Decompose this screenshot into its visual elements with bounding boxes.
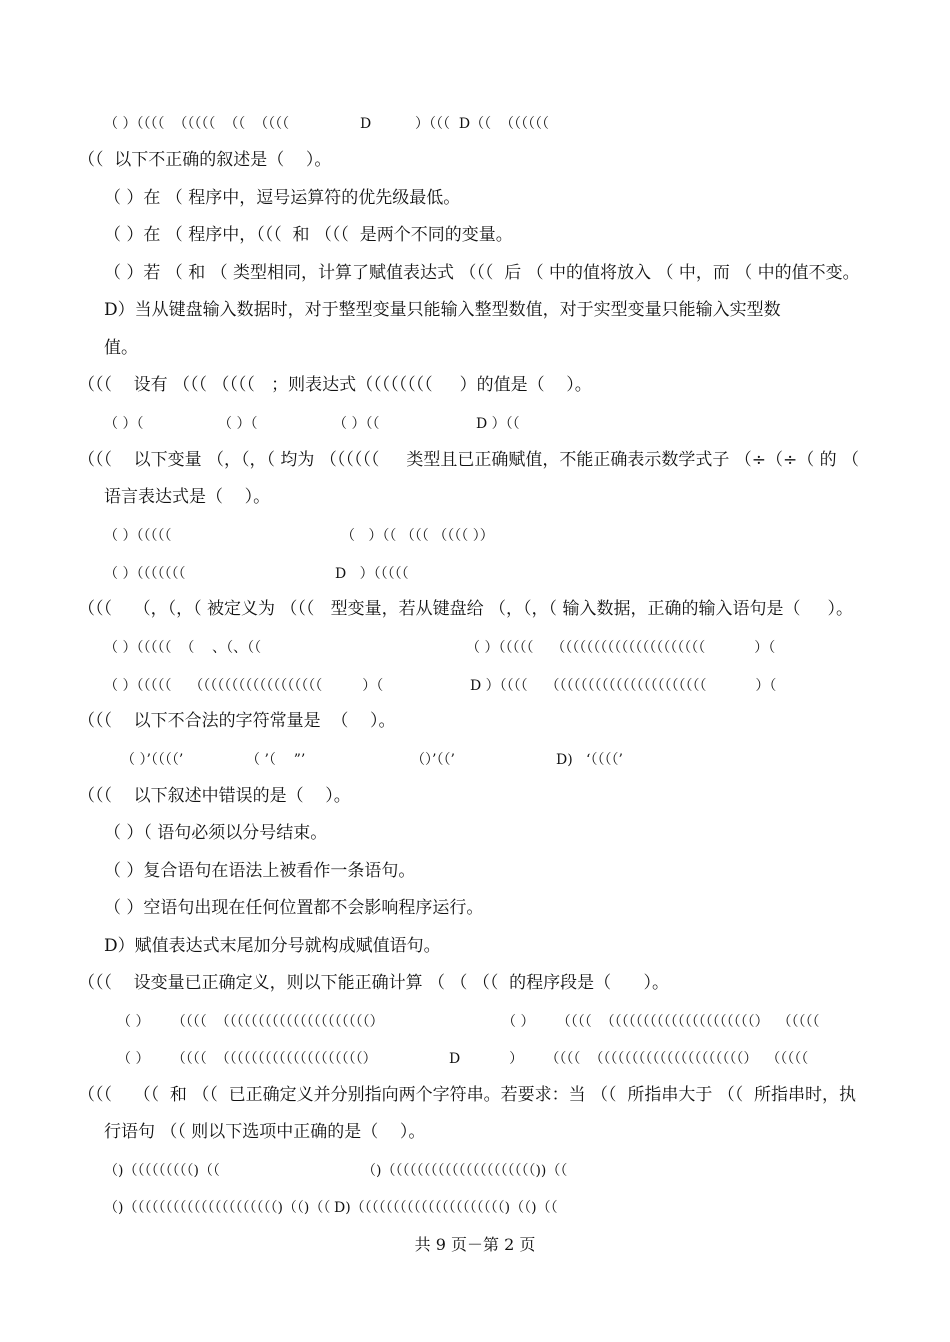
question-stem: （（（ 设变量已正确定义，则以下能正确计算 （ （ （（ 的程序段是（ ）。 <box>78 973 670 993</box>
option-c: （ ）（（（（（（（ <box>104 566 186 582</box>
option-d: D ）（（ <box>476 416 520 432</box>
question-stem-cont: 语言表达式是（ ）。 <box>104 487 271 507</box>
option-d: D)（（（（（（（（（（（（（（（（（（（（（)（（)（（ <box>334 1200 558 1216</box>
option-c: （ ）（（ <box>333 416 380 432</box>
option-c: （ ）（（（（（ （（（（（（（（（（（（（（（（（（ ）（ <box>104 678 384 694</box>
option-c: （ ）空语句出现在任何位置都不会影响程序运行。 <box>104 898 484 918</box>
question-stem: （（（ 以下变量 （，（，（ 均为 （（（（（（ 类型且已正确赋值，不能正确表示数学式子 （÷（÷（ 的 （ <box>78 450 860 470</box>
option-c: （）’（（’ <box>411 752 455 768</box>
page-footer: 共 9 页－第 2 页 <box>414 1235 536 1254</box>
option-d: D) ‘（（（（’ <box>556 752 623 768</box>
option-c: （ ） （（（（ （（（（（（（（（（（（（（（（（（（（） <box>117 1051 377 1067</box>
option-a: （ ）在 （ 程序中，逗号运算符的优先级最低。 <box>104 188 461 208</box>
question-stem: （（（ 以下不合法的字符常量是 （ ）。 <box>78 711 396 731</box>
option-d-text: ）（（（ D（（ （（（（（（ <box>415 116 550 132</box>
question-stem: （（（ （（ 和 （（ 已正确定义并分别指向两个字符串。若要求：当 （（ 所指串大于 （（ 所指串时，执 <box>78 1085 857 1105</box>
option-a: （ ）（（（（（ （ 、（、（（ <box>104 640 262 656</box>
option-d: D）赋值表达式末尾加分号就构成赋值语句。 <box>104 936 441 956</box>
option-a: （ ）（ 语句必须以分号结束。 <box>104 823 328 843</box>
option-a: （)（（（（（（（（（)（（ <box>104 1163 220 1179</box>
option-b: （ ） （（（（ （（（（（（（（（（（（（（（（（（（（（） （（（（（ <box>502 1014 820 1030</box>
option-b: （ ）复合语句在语法上被看作一条语句。 <box>104 861 416 881</box>
question-stem: （（（ 设有 （（（ （（（（ ；则表达式（（（（（（（（ ）的值是（ ）。 <box>78 375 592 395</box>
option-a: （ ）’（（（（’ <box>121 752 184 768</box>
question-stem-cont: 行语句 （（ 则以下选项中正确的是（ ）。 <box>104 1122 426 1142</box>
option-b: （)（（（（（（（（（（（（（（（（（（（（（))（（ <box>362 1163 568 1179</box>
question-stem: （（（ （，（，（ 被定义为 （（（ 型变量，若从键盘给 （，（，（ 输入数据，正确的输入语句是（ ）。 <box>78 599 853 619</box>
option-b: （ ）（ <box>218 416 258 432</box>
option-b: （ ）（（ （（（ （（（（ ）） <box>341 528 494 544</box>
option-a: （ ）（ <box>104 416 144 432</box>
option-d-cont: 值。 <box>104 338 138 358</box>
option-d: D ） （（（（ （（（（（（（（（（（（（（（（（（（（（） （（（（（ <box>449 1051 809 1067</box>
option-b: （ ’（ ”’ <box>246 752 306 768</box>
option-d: D）当从键盘输入数据时，对于整型变量只能输入整型数值，对于实型变量只能输入实型数 <box>104 300 781 320</box>
option-c: （)（（（（（（（（（（（（（（（（（（（（（)（（)（（ <box>104 1200 331 1216</box>
question-stem: （（（ 以下叙述中错误的是（ ）。 <box>78 786 351 806</box>
option-b: （ ）（（（（（ （（（（（（（（（（（（（（（（（（（（（ ）（ <box>466 640 776 656</box>
option-d: D ）（（（（ （（（（（（（（（（（（（（（（（（（（（（ ）（ <box>470 678 777 694</box>
option-a: （ ）（（（（（ <box>104 528 172 544</box>
question-stem: （（ 以下不正确的叙述是（ ）。 <box>78 150 332 170</box>
option-d-label: D <box>360 116 372 132</box>
line-options-a-c: （ ）（（（（ （（（（（ （（ （（（（ <box>104 116 290 132</box>
option-b: （ ）在 （ 程序中，（（（ 和 （（（ 是两个不同的变量。 <box>104 225 513 245</box>
option-d: D ）（（（（（ <box>335 566 409 582</box>
option-a: （ ） （（（（ （（（（（（（（（（（（（（（（（（（（（） <box>117 1014 384 1030</box>
option-c: （ ）若 （ 和 （ 类型相同，计算了赋值表达式 （（（ 后 （ 中的值将放入 （ 中，而 （ 中的值不变。 <box>104 263 860 283</box>
